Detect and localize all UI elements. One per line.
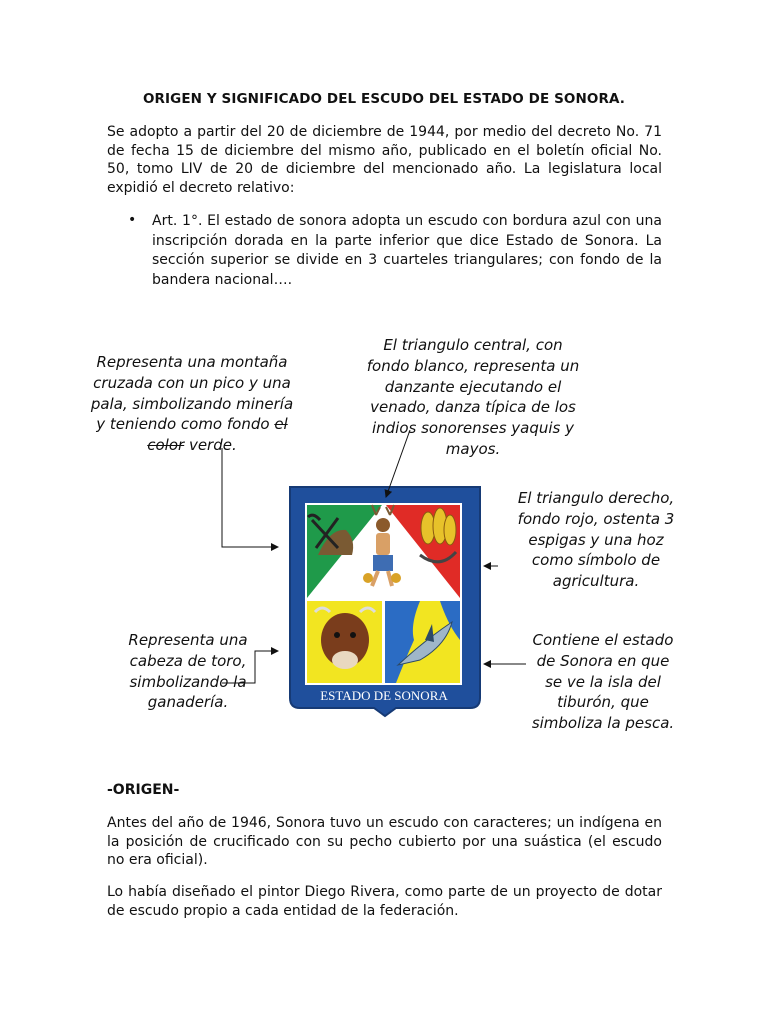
page-title: ORIGEN Y SIGNIFICADO DEL ESCUDO DEL ESTADO DE SONORA.: [142, 91, 626, 107]
origen-heading: -ORIGEN-: [107, 782, 180, 798]
sonora-shield: [290, 487, 480, 716]
caption-fishing: Contiene el estado de Sonora en que se ve la isla del tiburón, que simboliza la pesca.: [531, 631, 675, 733]
origen-paragraph-2: Lo había diseñado el pintor Diego Rivera, como parte de un proyecto de dotar de escudo propio a cada entidad de la federación.: [107, 884, 662, 919]
bullet-dot-icon: •: [128, 212, 137, 228]
shield-inscription: ESTADO DE SONORA: [320, 688, 448, 703]
caption-agriculture: El triangulo derecho, fondo rojo, ostenta 3 espigas y una hoz como símbolo de agricultura.: [517, 489, 675, 591]
caption-mining-before: Representa una montaña cruzada con un pico y una pala, simbolizando minería y teniendo como fondo: [90, 353, 294, 434]
caption-mining-struck: el color: [147, 415, 288, 455]
caption-cattle: Representa una cabeza de toro, simbolizando la ganadería.: [128, 631, 248, 712]
article-bullet: Art. 1°. El estado de sonora adopta un escudo con bordura azul con una inscripción dorada en la parte inferior que dice Estado de Sonora. La sección superior se divide en 3 cuarteles triangulares; con fondo de la bandera nacional….: [152, 213, 662, 288]
intro-paragraph: Se adopto a partir del 20 de diciembre de 1944, por medio del decreto No. 71 de fecha 15 de diciembre del mismo año, publicado en el boletín oficial No. 50, tomo LIV de 20 de diciembre del mencionado año. La legislatura local expidió el decreto relativo:: [107, 124, 662, 196]
origen-paragraph-1: Antes del año de 1946, Sonora tuvo un escudo con caracteres; un indígena en la posición de crucificado con su pecho cubierto por una suástica (el escudo no era oficial).: [107, 815, 662, 868]
caption-dancer: El triangulo central, con fondo blanco, representa un danzante ejecutando el venado, danza típica de los indios sonorenses yaquis y mayos.: [366, 336, 580, 458]
caption-mining-after: verde.: [184, 436, 237, 455]
